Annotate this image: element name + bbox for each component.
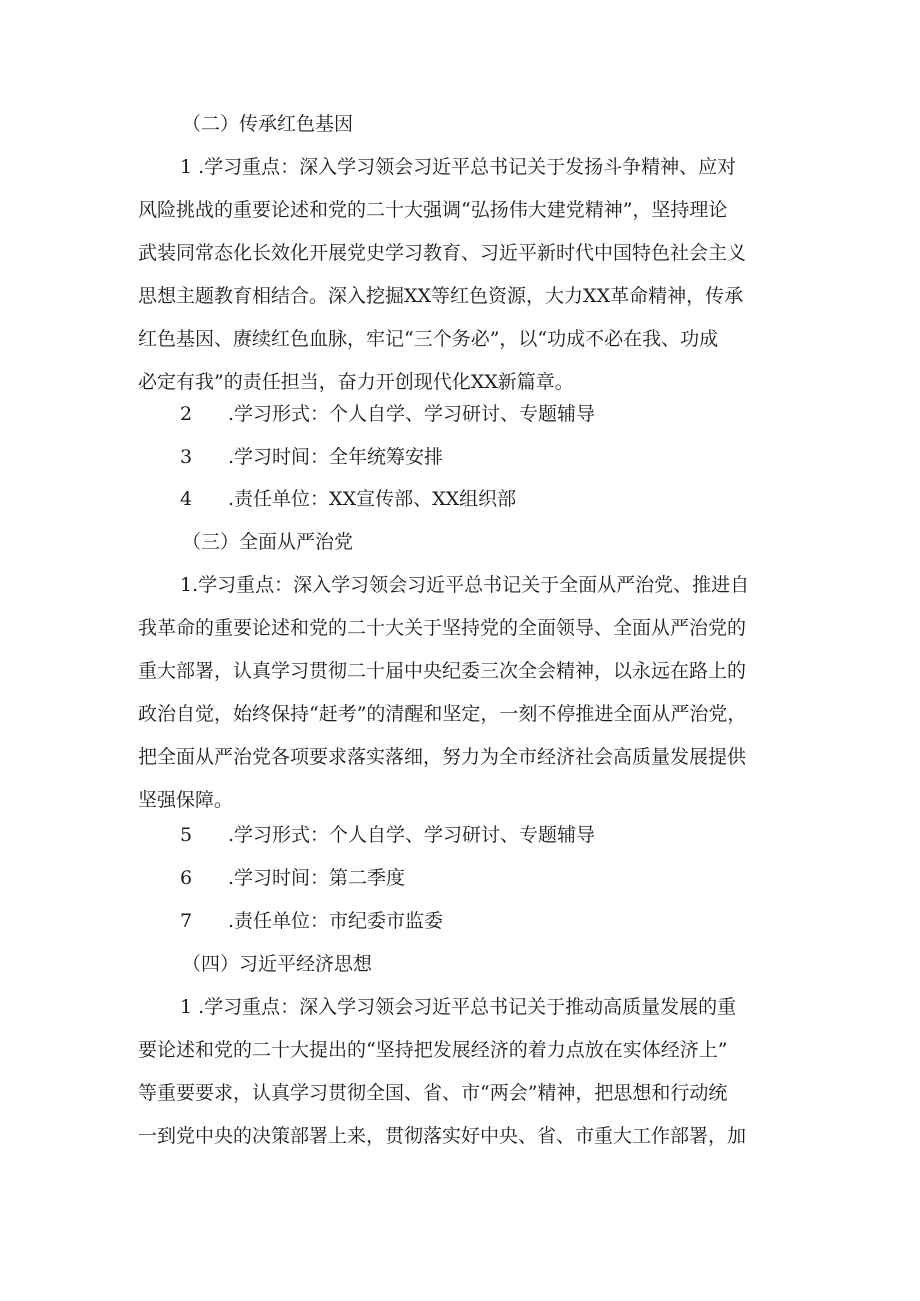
item-text: .学习形式：个人自学、学习研讨、专题辅导: [228, 824, 596, 846]
paragraph-line: 1 .学习重点：深入学习领会习近平总书记关于推动高质量发展的重: [180, 996, 737, 1018]
section-4-focus-paragraph: [0, 986, 746, 1158]
section-2-focus-paragraph: [0, 146, 746, 404]
paragraph-line: 要论述和党的二十大提出的“坚持把发展经济的着力点放在实体经济上”: [138, 1039, 728, 1061]
heading-text: （二）传承红色基因: [182, 113, 354, 135]
paragraph-line: 武装同常态化长效化开展党史学习教育、习近平新时代中国特色社会主义: [138, 242, 747, 264]
item-number: 7: [180, 910, 193, 932]
section-heading-2: [182, 103, 353, 146]
paragraph-line: 风险挑战的重要论述和党的二十大强调“弘扬伟大建党精神”，坚持理论: [138, 199, 728, 221]
heading-text: （三）全面从严治党: [182, 531, 354, 553]
paragraph-line: 一到党中央的决策部署上来，贯彻落实好中央、省、市重大工作部署，加: [138, 1125, 747, 1147]
section-3-focus-paragraph: [0, 564, 749, 822]
item-number: 4: [180, 488, 193, 510]
section-heading-4: [182, 943, 372, 986]
paragraph-line: 坚强保障。: [138, 789, 234, 811]
paragraph-line: 把全面从严治党各项要求落实落细，努力为全市经济社会高质量发展提供: [138, 746, 747, 768]
item-text: .责任单位：市纪委市监委: [228, 910, 444, 932]
paragraph-line: 我革命的重要论述和党的二十大关于坚持党的全面领导、全面从严治党的: [138, 617, 747, 639]
item-text: .学习时间：第二季度: [228, 867, 406, 889]
paragraph-line: 1.学习重点：深入学习领会习近平总书记关于全面从严治党、推进自: [180, 574, 750, 596]
paragraph-line: 红色基因、赓续红色血脉，牢记“三个务必”，以“功成不必在我、功成: [138, 328, 719, 350]
paragraph-line: 重大部署，认真学习贯彻二十届中央纪委三次全会精神，以永远在路上的: [138, 660, 747, 682]
item-number: 2: [180, 403, 193, 425]
paragraph-line: 1 .学习重点：深入学习领会习近平总书记关于发扬斗争精神、应对: [180, 156, 737, 178]
item-number: 6: [180, 867, 193, 889]
paragraph-line: 思想主题教育相结合。深入挖掘XX等红色资源，大力XX革命精神，传承: [138, 285, 744, 307]
item-text: .责任单位：XX宣传部、XX组织部: [228, 488, 517, 510]
item-text: .学习形式：个人自学、学习研讨、专题辅导: [228, 403, 596, 425]
item-number: 5: [180, 824, 193, 846]
section-heading-3: [182, 521, 353, 564]
paragraph-line: 必定有我”的责任担当，奋力开创现代化XX新篇章。: [138, 371, 574, 393]
item-number: 3: [180, 446, 193, 468]
item-text: .学习时间：全年统筹安排: [228, 446, 444, 468]
heading-text: （四）习近平经济思想: [182, 953, 373, 975]
paragraph-line: 等重要要求，认真学习贯彻全国、省、市“两会”精神，把思想和行动统: [138, 1082, 728, 1104]
paragraph-line: 政治自觉，始终保持“赶考”的清醒和坚定，一刻不停推进全面从严治党，: [138, 703, 747, 725]
